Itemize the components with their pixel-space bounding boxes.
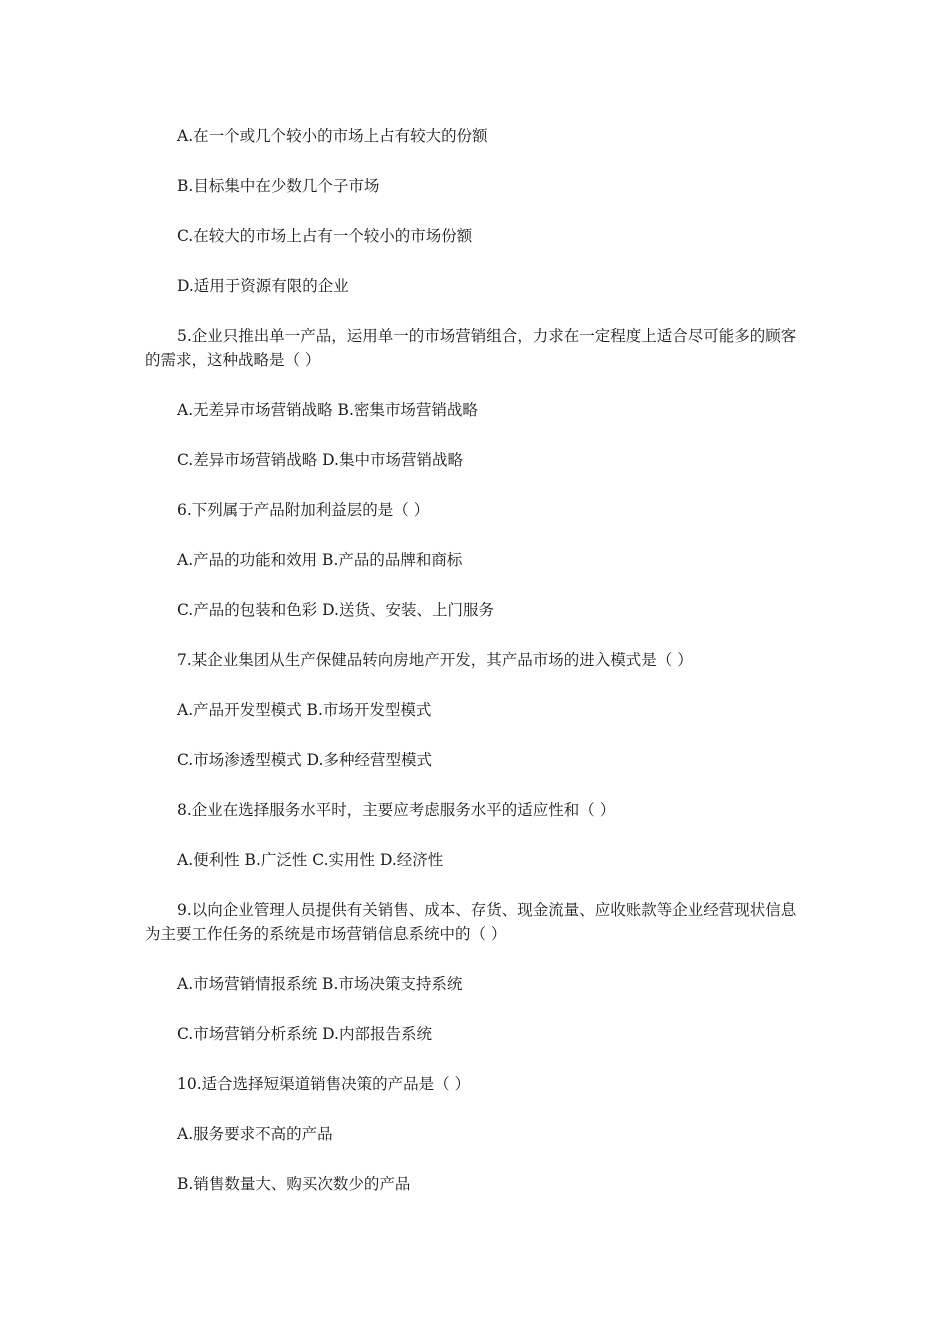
options-6ab: A.产品的功能和效用 B.产品的品牌和商标 [177, 551, 463, 569]
question-9: 9.以向企业管理人员提供有关销售、成本、存货、现金流量、应收账款等企业经营现状信息为主要工作任务的系统是市场营销信息系统中的（ ） [145, 901, 797, 943]
question-7: 7.某企业集团从生产保健品转向房地产开发，其产品市场的进入模式是（ ） [177, 651, 693, 669]
question-6: 6.下列属于产品附加利益层的是（ ） [177, 501, 430, 519]
options-9ab: A.市场营销情报系统 B.市场决策支持系统 [177, 975, 463, 993]
options-9cd: C.市场营销分析系统 D.内部报告系统 [177, 1025, 432, 1043]
option-10a: A.服务要求不高的产品 [177, 1125, 333, 1143]
option-4d: D.适用于资源有限的企业 [177, 277, 349, 295]
option-10b: B.销售数量大、购买次数少的产品 [177, 1175, 411, 1193]
question-10: 10.适合选择短渠道销售决策的产品是（ ） [177, 1075, 471, 1093]
question-5: 5.企业只推出单一产品，运用单一的市场营销组合，力求在一定程度上适合尽可能多的顾客的需求，这种战略是（ ） [145, 327, 797, 369]
option-4a: A.在一个或几个较小的市场上占有较大的份额 [177, 127, 488, 145]
options-8: A.便利性 B.广泛性 C.实用性 D.经济性 [177, 851, 444, 869]
question-8: 8.企业在选择服务水平时，主要应考虑服务水平的适应性和（ ） [177, 801, 616, 819]
document-body [145, 124, 809, 1222]
options-7cd: C.市场渗透型模式 D.多种经营型模式 [177, 751, 432, 769]
option-4b: B.目标集中在少数几个子市场 [177, 177, 380, 195]
options-5ab: A.无差异市场营销战略 B.密集市场营销战略 [177, 401, 478, 419]
option-4c: C.在较大的市场上占有一个较小的市场份额 [177, 227, 473, 245]
options-7ab: A.产品开发型模式 B.市场开发型模式 [177, 701, 432, 719]
options-6cd: C.产品的包装和色彩 D.送货、安装、上门服务 [177, 601, 494, 619]
options-5cd: C.差异市场营销战略 D.集中市场营销战略 [177, 451, 463, 469]
